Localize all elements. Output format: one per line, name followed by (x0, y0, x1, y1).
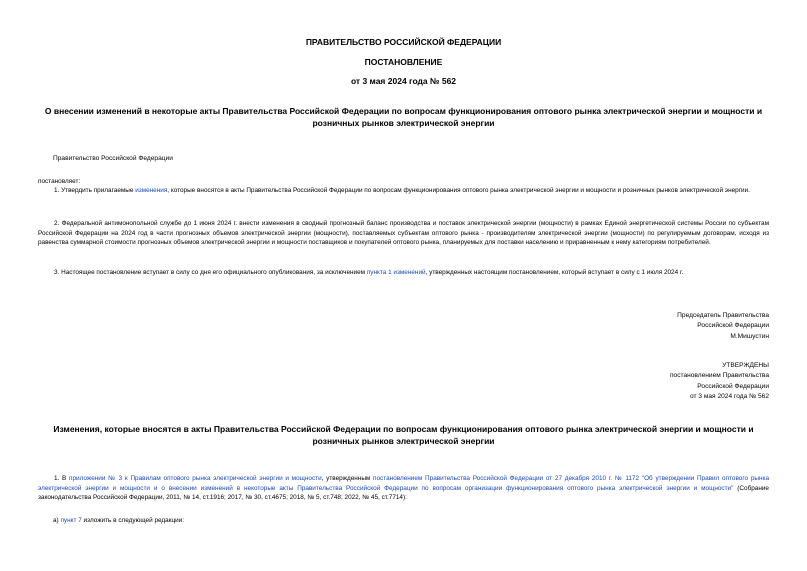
changes-title: Изменения, которые вносятся в акты Правительства Российской Федерации по вопросам функционирования оптового рынка электрической энергии и мощности и розничных рынков электрической энергии (53, 424, 754, 446)
change-item-a (53, 517, 184, 524)
change-item-1-text-2: , утвержденным (321, 475, 374, 482)
approved-by: постановлением Правительства (669, 372, 769, 380)
link-resolution-1172[interactable]: постановлением Правительства Российской Федерации от 27 декабря 2010 г. № 1172 "Об утверждении Правил оптового рынка электрической энергии и мощности и о внесении изменений в некоторые акты Правительства Российской Федерации по вопросам организации функционирования оптового рынка электрической энергии и мощности" (38, 475, 769, 492)
document-title: О внесении изменений в некоторые акты Правительства Российской Федерации по вопросам функционирования оптового рынка электрической энергии и мощности и розничных рынков электрической энергии (44, 106, 763, 128)
approved-country: Российской Федерации (697, 382, 769, 390)
document-date-number: от 3 мая 2024 года № 562 (350, 76, 457, 86)
decides-line: постановляет: (38, 178, 81, 185)
signature-country: Российской Федерации (697, 322, 769, 330)
change-item-a-before: а) (53, 517, 61, 524)
signature-position: Председатель Правительства (677, 312, 769, 319)
paragraph-3-text-after: , утвержденных настоящим постановлением, который вступает в силу с 1 июля 2024 г. (425, 269, 684, 276)
paragraph-3-text-before: 3. Настоящее постановление вступает в силу со дня его официального опубликования, за исключением (54, 269, 367, 276)
document-type: ПОСТАНОВЛЕНИЕ (364, 57, 443, 67)
government-header: ПРАВИТЕЛЬСТВО РОССИЙСКОЙ ФЕДЕРАЦИИ (305, 37, 502, 47)
approved-label: УТВЕРЖДЕНЫ (722, 362, 769, 369)
change-item-1 (38, 474, 769, 503)
paragraph-1-text-before: 1. Утвердить прилагаемые (54, 187, 136, 194)
paragraph-1-text-after: , которые вносятся в акты Правительства Российской Федерации по вопросам функционирования оптового рынка электрической энергии и мощности и розничных рынков электрической энергии. (167, 187, 750, 194)
link-point-7[interactable]: пункт 7 (60, 517, 82, 524)
government-line: Правительство Российской Федерации (53, 155, 173, 162)
link-changes[interactable]: изменения (135, 187, 168, 194)
paragraph-1 (38, 186, 769, 196)
link-point-1-changes[interactable]: пункта 1 изменений (366, 269, 426, 276)
change-item-1-text-3: (Собрание законодательства Российской Федерации, 2011, № 14, ст.1916; 2017, № 30, ст.4675; 2018, № 5, ст.748; 2022, № 45, ст.7714): (38, 484, 769, 502)
change-item-a-after: изложить в следующей редакции: (81, 517, 185, 524)
signature-block (677, 311, 769, 342)
signature-name: М.Мишустин (730, 332, 769, 340)
link-appendix-3[interactable]: приложении № 3 к Правилам оптового рынка электрической энергии и мощности (69, 475, 322, 482)
approved-date: от 3 мая 2024 года № 562 (689, 393, 769, 401)
paragraph-2: 2. Федеральной антимонопольной службе до 1 июня 2024 г. внести изменения в сводный прогнозный баланс производства и поставок электрической энергии (мощности) в рамках Единой энергетической системы России по субъектам Российской Федерации на 2024 год в части прогнозных объемов электрической энергии (мощности), поставляемых субъектам оптового рынка - производителям электрической энергии (мощности) по регулируемым договорам, исходя из равенства суммарной стоимости прогнозных объемов электрической энергии и мощности поставщиков и покупателей оптового рынка, планируемых для поставки населению и приравненным к нему категориям потребителей. (38, 220, 769, 247)
change-item-1-text-1: 1. В (54, 475, 70, 482)
approved-block (670, 361, 769, 403)
paragraph-3 (38, 268, 769, 278)
